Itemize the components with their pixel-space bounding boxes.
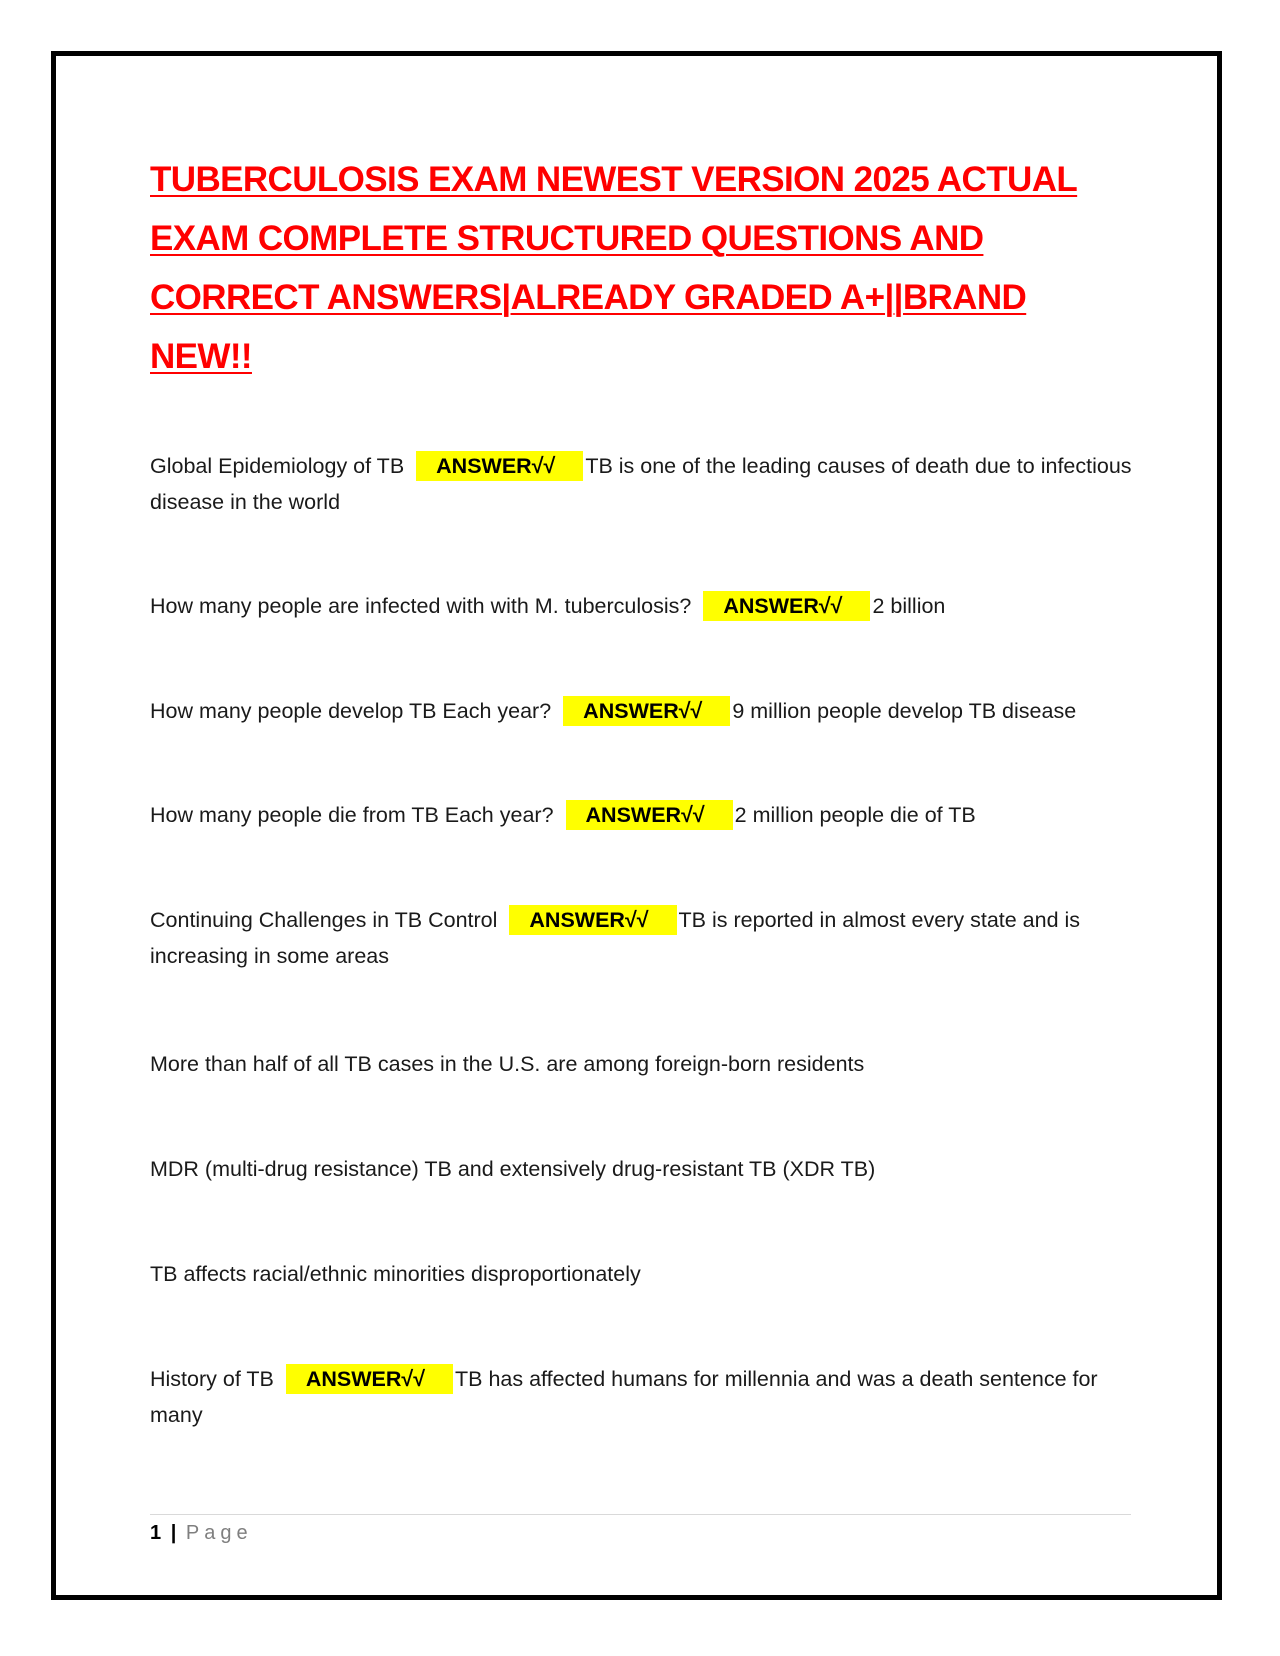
answer-tag: ANSWER√√ bbox=[509, 905, 676, 935]
qa-item bbox=[150, 902, 1140, 974]
answer-tag: ANSWER√√ bbox=[566, 800, 733, 830]
answer-tag: ANSWER√√ bbox=[703, 591, 870, 621]
qa-item bbox=[150, 448, 1140, 520]
answer-tag: ANSWER√√ bbox=[416, 451, 583, 481]
statement-item: More than half of all TB cases in the U.S. are among foreign-born residents bbox=[150, 1052, 865, 1076]
question-text: History of TB bbox=[150, 1367, 274, 1391]
question-text: How many people die from TB Each year? bbox=[150, 803, 554, 827]
qa-item bbox=[150, 693, 1140, 729]
qa-item bbox=[150, 797, 1140, 833]
document-title: TUBERCULOSIS EXAM NEWEST VERSION 2025 ACTUAL EXAM COMPLETE STRUCTURED QUESTIONS AND CORRECT ANSWERS|ALREADY GRADED A+||BRAND NEW!! bbox=[150, 160, 1078, 376]
qa-item bbox=[150, 1361, 1140, 1433]
footer-divider bbox=[150, 1514, 1131, 1515]
answer-text: 9 million people develop TB disease bbox=[732, 699, 1077, 723]
question-text: How many people develop TB Each year? bbox=[150, 699, 552, 723]
answer-text: TB is one of the leading causes of death due to infectious disease in the world bbox=[150, 454, 1132, 514]
footer-separator: | bbox=[170, 1522, 177, 1544]
answer-text: 2 million people die of TB bbox=[734, 803, 976, 827]
answer-text: TB is reported in almost every state and is increasing in some areas bbox=[150, 908, 1081, 968]
answer-text: TB has affected humans for millennia and was a death sentence for many bbox=[150, 1367, 1098, 1427]
page-label: Page bbox=[185, 1522, 253, 1544]
answer-tag: ANSWER√√ bbox=[563, 696, 730, 726]
qa-item bbox=[150, 588, 1140, 624]
question-text: How many people are infected with with M. tuberculosis? bbox=[150, 594, 692, 618]
answer-tag: ANSWER√√ bbox=[286, 1364, 453, 1394]
question-text: Global Epidemiology of TB bbox=[150, 454, 405, 478]
page-footer bbox=[150, 1518, 253, 1548]
question-text: Continuing Challenges in TB Control bbox=[150, 908, 498, 932]
page-number: 1 bbox=[150, 1522, 162, 1544]
statement-item: TB affects racial/ethnic minorities disproportionately bbox=[150, 1262, 641, 1286]
statement-item: MDR (multi-drug resistance) TB and extensively drug-resistant TB (XDR TB) bbox=[150, 1157, 876, 1181]
answer-text: 2 billion bbox=[872, 594, 946, 618]
